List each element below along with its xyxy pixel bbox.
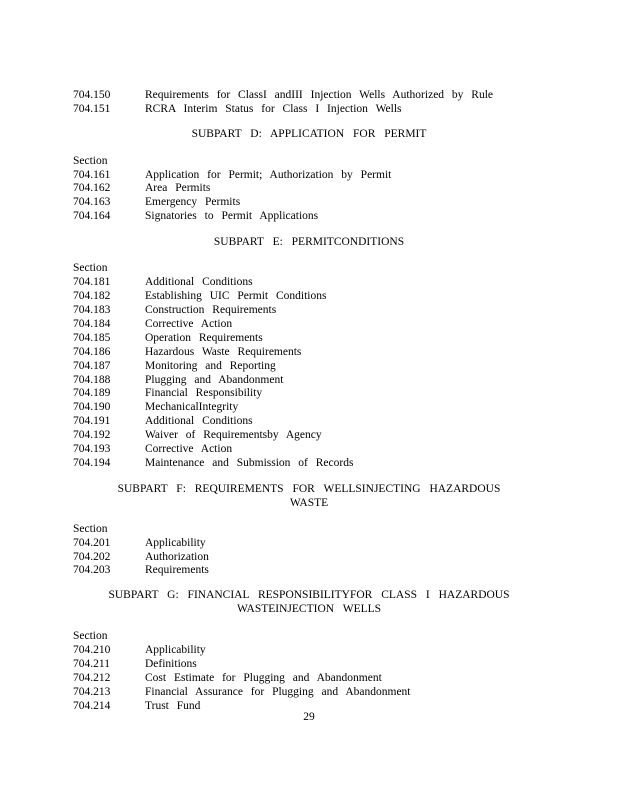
section-title: Financial Responsibility bbox=[145, 387, 263, 399]
section-number: 704.188 bbox=[73, 374, 111, 386]
section-number: 704.212 bbox=[73, 672, 111, 684]
section-number: 704.210 bbox=[73, 644, 111, 656]
section-number: 704.163 bbox=[73, 196, 111, 208]
section-number: 704.193 bbox=[73, 443, 111, 455]
section-label: Section bbox=[73, 523, 108, 535]
section-title: Requirements for ClassI andIII Injection Wells Authorized by Rule bbox=[145, 89, 494, 101]
section-title: Establishing UIC Permit Conditions bbox=[145, 290, 327, 302]
section-number: 704.203 bbox=[73, 564, 111, 576]
section-title: Waiver of Requirementsby Agency bbox=[145, 429, 322, 441]
section-title: Corrective Action bbox=[145, 443, 233, 455]
section-title: Signatories to Permit Applications bbox=[145, 210, 319, 222]
section-title: Cost Estimate for Plugging and Abandonment bbox=[145, 672, 382, 684]
subpart-f-heading: SUBPART F: REQUIREMENTS FOR WELLSINJECTING HAZARDOUS bbox=[117, 483, 501, 495]
section-title: Plugging and Abandonment bbox=[145, 374, 284, 386]
section-title: Hazardous Waste Requirements bbox=[145, 346, 302, 358]
section-number: 704.194 bbox=[73, 457, 111, 469]
section-title: Emergency Permits bbox=[145, 196, 241, 208]
section-number: 704.151 bbox=[73, 103, 111, 115]
section-number: 704.184 bbox=[73, 318, 111, 330]
section-title: Applicability bbox=[145, 644, 206, 656]
section-number: 704.185 bbox=[73, 332, 111, 344]
section-number: 704.162 bbox=[73, 182, 111, 194]
section-number: 704.190 bbox=[73, 401, 111, 413]
section-number: 704.182 bbox=[73, 290, 111, 302]
section-label: Section bbox=[73, 630, 108, 642]
section-number: 704.189 bbox=[73, 387, 111, 399]
section-number: 704.164 bbox=[73, 210, 111, 222]
section-number: 704.211 bbox=[73, 658, 110, 670]
section-title: Application for Permit; Authorization by Permit bbox=[145, 169, 392, 181]
section-title: Applicability bbox=[145, 537, 206, 549]
subpart-f-heading-line2: WASTE bbox=[289, 497, 329, 509]
section-number: 704.201 bbox=[73, 537, 111, 549]
section-label: Section bbox=[73, 155, 108, 167]
section-title: Monitoring and Reporting bbox=[145, 360, 276, 372]
section-title: Maintenance and Submission of Records bbox=[145, 457, 354, 469]
section-title: Additional Conditions bbox=[145, 415, 253, 427]
section-title: RCRA Interim Status for Class I Injection Wells bbox=[145, 103, 402, 115]
section-number: 704.191 bbox=[73, 415, 111, 427]
subpart-d-heading: SUBPART D: APPLICATION FOR PERMIT bbox=[191, 128, 427, 140]
page-number: 29 bbox=[303, 711, 315, 723]
subpart-g-heading: SUBPART G: FINANCIAL RESPONSIBILITYFOR CLASS I HAZARDOUS bbox=[108, 589, 510, 601]
subpart-e-heading: SUBPART E: PERMITCONDITIONS bbox=[213, 236, 405, 248]
subpart-g-heading-line2: WASTEINJECTION WELLS bbox=[236, 603, 382, 615]
section-number: 704.181 bbox=[73, 276, 111, 288]
section-title: Area Permits bbox=[145, 182, 211, 194]
section-title: Financial Assurance for Plugging and Abandonment bbox=[145, 686, 411, 698]
section-number: 704.186 bbox=[73, 346, 111, 358]
section-title: Corrective Action bbox=[145, 318, 233, 330]
section-label: Section bbox=[73, 262, 108, 274]
section-number: 704.192 bbox=[73, 429, 111, 441]
section-title: Construction Requirements bbox=[145, 304, 277, 316]
section-number: 704.202 bbox=[73, 551, 111, 563]
section-title: Definitions bbox=[145, 658, 197, 670]
section-title: MechanicalIntegrity bbox=[145, 401, 239, 413]
section-number: 704.150 bbox=[73, 89, 111, 101]
section-title: Additional Conditions bbox=[145, 276, 253, 288]
section-number: 704.214 bbox=[73, 700, 111, 712]
section-number: 704.161 bbox=[73, 169, 111, 181]
section-number: 704.187 bbox=[73, 360, 111, 372]
section-title: Trust Fund bbox=[145, 700, 201, 712]
section-title: Requirements bbox=[145, 564, 209, 576]
section-number: 704.183 bbox=[73, 304, 111, 316]
section-title: Authorization bbox=[145, 551, 209, 563]
section-number: 704.213 bbox=[73, 686, 111, 698]
section-title: Operation Requirements bbox=[145, 332, 263, 344]
